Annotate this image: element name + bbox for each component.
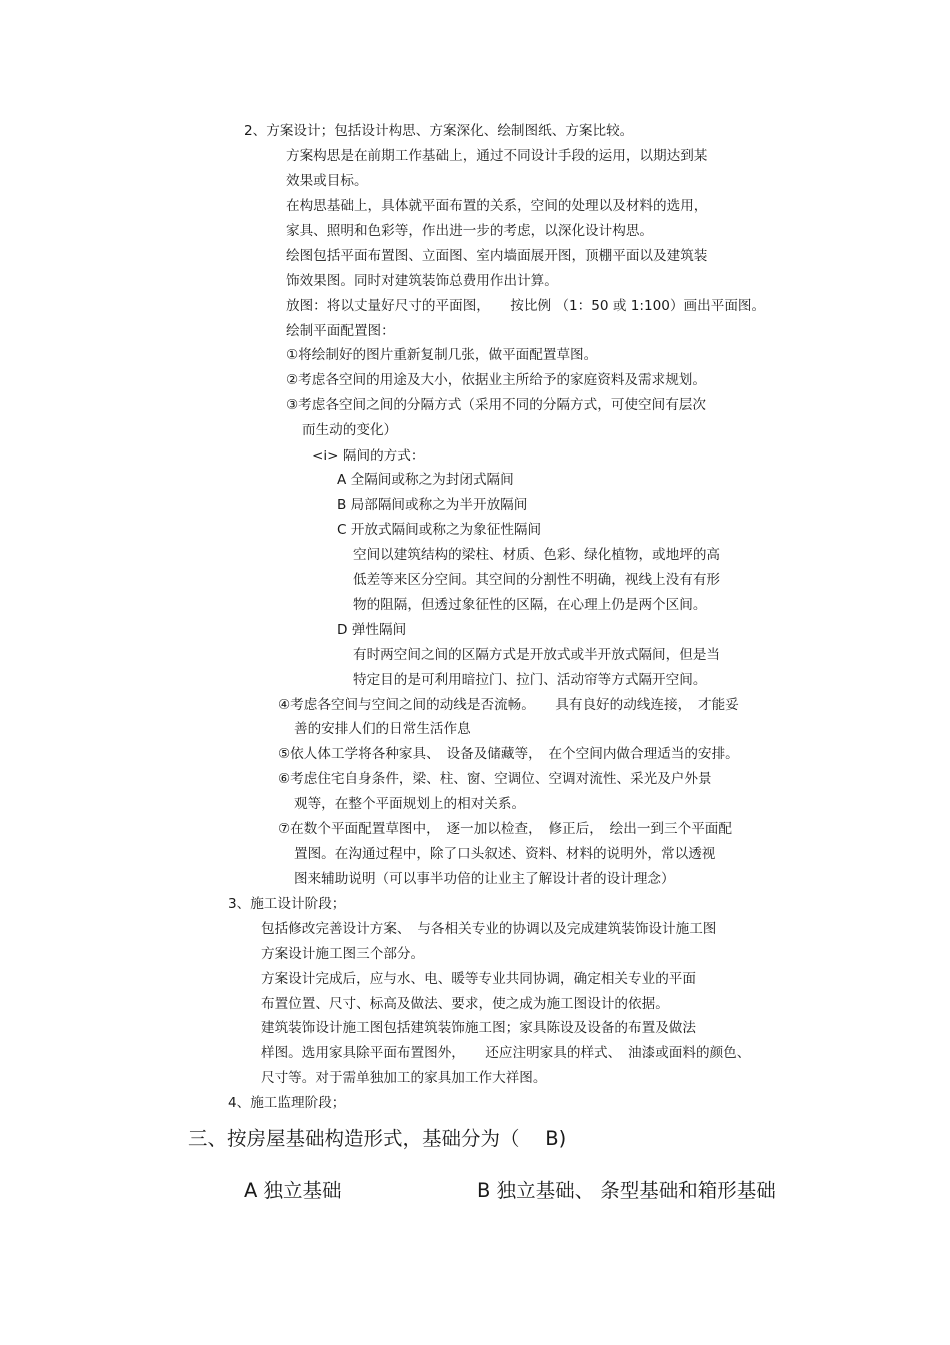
text-line: C 开放式隔间或称之为象征性隔间	[337, 522, 542, 538]
text-line: 有时两空间之间的区隔方式是开放式或半开放式隔间，但是当	[353, 647, 721, 663]
text-line: 而生动的变化）	[302, 422, 398, 438]
text-line: ③考虑各空间之间的分隔方式（采用不同的分隔方式，可使空间有层次	[286, 397, 706, 413]
text-line: 图来辅助说明（可以事半功倍的让业主了解设计者的设计理念）	[294, 871, 675, 887]
text-line: D 弹性隔间	[337, 622, 407, 638]
option-b: B 独立基础、 条型基础和箱形基础	[477, 1179, 776, 1202]
text-line: ②考虑各空间的用途及大小，依据业主所给予的家庭资料及需求规划。	[286, 372, 706, 388]
text-line: 方案构思是在前期工作基础上，通过不同设计手段的运用，以期达到某	[286, 148, 708, 164]
text-line: 尺寸等。对于需单独加工的家具加工作大祥图。	[261, 1070, 547, 1086]
text-line: ④考虑各空间与空间之间的动线是否流畅。 具有良好的动线连接， 才能妥	[278, 697, 739, 713]
text-line: 绘制平面配置图：	[286, 323, 395, 339]
text-line: A 全隔间或称之为封闭式隔间	[337, 472, 514, 488]
text-line: 4、施工监理阶段；	[228, 1095, 346, 1111]
text-line: 在构思基础上，具体就平面布置的关系，空间的处理以及材料的选用，	[286, 198, 708, 214]
text-line: 特定目的是可利用暗拉门、拉门、活动帘等方式隔开空间。	[353, 672, 707, 688]
question-stem: 三、按房屋基础构造形式，基础分为（ B)	[188, 1127, 567, 1150]
text-line: 观等，在整个平面规划上的相对关系。	[294, 796, 526, 812]
text-line: 置图。在沟通过程中，除了口头叙述、资料、材料的说明外，常以透视	[294, 846, 716, 862]
text-line: 布置位置、尺寸、标高及做法、要求，使之成为施工图设计的依据。	[261, 996, 669, 1012]
text-line: 家具、照明和色彩等，作出进一步的考虑，以深化设计构思。	[286, 223, 654, 239]
text-line: ⑤依人体工学将各种家具、 设备及储藏等， 在个空间内做合理适当的安排。	[278, 746, 739, 762]
text-line: B 局部隔间或称之为半开放隔间	[337, 497, 528, 513]
text-line: <i> 隔间的方式：	[312, 448, 425, 464]
text-line: 善的安排人们的日常生活作息	[294, 721, 471, 737]
text-line: 方案设计完成后，应与水、电、暖等专业共同协调，确定相关专业的平面	[261, 971, 696, 987]
text-line: 方案设计施工图三个部分。	[261, 946, 425, 962]
text-line: 建筑装饰设计施工图包括建筑装饰施工图；家具陈设及设备的布置及做法	[261, 1020, 696, 1036]
text-line: 2、方案设计；包括设计构思、方案深化、绘制图纸、方案比较。	[244, 123, 634, 139]
text-line: 3、施工设计阶段；	[228, 896, 346, 912]
text-line: 包括修改完善设计方案、 与各相关专业的协调以及完成建筑装饰设计施工图	[261, 921, 717, 937]
text-line: ⑥考虑住宅自身条件，梁、柱、窗、空调位、空调对流性、采光及户外景	[278, 771, 712, 787]
text-line: 空间以建筑结构的梁柱、材质、色彩、绿化植物，或地坪的高	[353, 547, 721, 563]
text-line: 饰效果图。同时对建筑装饰总费用作出计算。	[286, 273, 558, 289]
text-line: 物的阻隔，但透过象征性的区隔，在心理上仍是两个区间。	[353, 597, 707, 613]
text-line: ①将绘制好的图片重新复制几张，做平面配置草图。	[286, 347, 598, 363]
text-line: 放图：将以丈量好尺寸的平面图， 按比例 （1：50 或 1:100）画出平面图。	[286, 298, 766, 314]
option-a: A 独立基础	[244, 1179, 342, 1202]
text-line: ⑦在数个平面配置草图中， 逐一加以检查， 修正后， 绘出一到三个平面配	[278, 821, 732, 837]
text-line: 样图。选用家具除平面布置图外， 还应注明家具的样式、 油漆或面料的颜色、	[261, 1045, 751, 1061]
text-line: 低差等来区分空间。其空间的分割性不明确，视线上没有有形	[353, 572, 721, 588]
text-line: 绘图包括平面布置图、立面图、室内墙面展开图，顶棚平面以及建筑装	[286, 248, 708, 264]
text-line: 效果或目标。	[286, 173, 368, 189]
